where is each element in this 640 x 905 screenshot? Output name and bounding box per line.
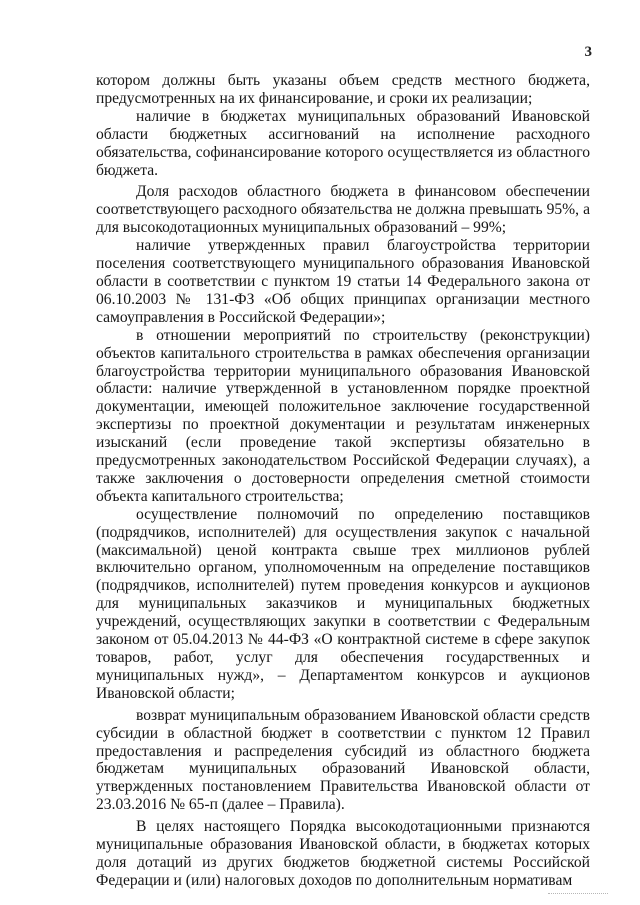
paragraph: Доля расходов областного бюджета в финансовом обеспечении соответствующего расходного обязательства не должна превышать 95%, а для высокодотационных муниципальных образований – 99%; (96, 183, 590, 237)
paragraph: в отношении мероприятий по строительству (реконструкции) объектов капитального строительства в рамках обеспечения организации благоустройства территории муниципального образования Ивановской области: наличие утвержденной в установленном порядке проектной документации, имеющей положительное заключение государственной экспертизы по проектной документации и результатам инженерных изысканий (если проведение такой экспертизы обязательно в предусмотренных законодательством Российской Федерации случаях), а также заключения о достоверности определения сметной стоимости объекта капитального строительства; (96, 326, 590, 505)
paragraph: котором должны быть указаны объем средств местного бюджета, предусмотренных на их финансирование, и сроки их реализации; (96, 72, 590, 107)
paragraph: наличие утвержденных правил благоустройства территории поселения соответствующего муниципального образования Ивановской области в соответствии с пунктом 19 статьи 14 Федерального закона от 06.10.2003 № 131-ФЗ «Об общих принципах организации местного самоуправления в Российской Федерации»; (96, 237, 590, 326)
scan-artifact (548, 893, 608, 897)
body-text (96, 72, 590, 890)
page-number: 3 (584, 44, 592, 60)
paragraph: В целях настоящего Порядка высокодотационными признаются муниципальные образования Ивановской области, в бюджетах которых доля дотаций из других бюджетов бюджетной системы Российской Федерации и (или) налоговых доходов по дополнительным нормативам (96, 818, 590, 889)
paragraph: возврат муниципальным образованием Ивановской области средств субсидии в областной бюджет в соответствии с пунктом 12 Правил предоставления и распределения субсидий из областного бюджета бюджетам муниципальных образований Ивановской области, утвержденных постановлением Правительства Ивановской области от 23.03.2016 № 65-п (далее – Правила). (96, 706, 590, 814)
paragraph: наличие в бюджетах муниципальных образований Ивановской области бюджетных ассигнований на исполнение расходного обязательства, софинансирование которого осуществляется из областного бюджета. (96, 107, 590, 179)
paragraph: осуществление полномочий по определению поставщиков (подрядчиков, исполнителей) для осуществления закупок с начальной (максимальной) ценой контракта свыше трех миллионов рублей включительно органом, уполномоченным на определение поставщиков (подрядчиков, исполнителей) путем проведения конкурсов и аукционов для муниципальных заказчиков и муниципальных бюджетных учреждений, осуществляющих закупки в соответствии с Федеральным законом от 05.04.2013 № 44-ФЗ «О контрактной системе в сфере закупок товаров, работ, услуг для обеспечения государственных и муниципальных нужд», – Департаментом конкурсов и аукционов Ивановской области; (96, 505, 590, 702)
